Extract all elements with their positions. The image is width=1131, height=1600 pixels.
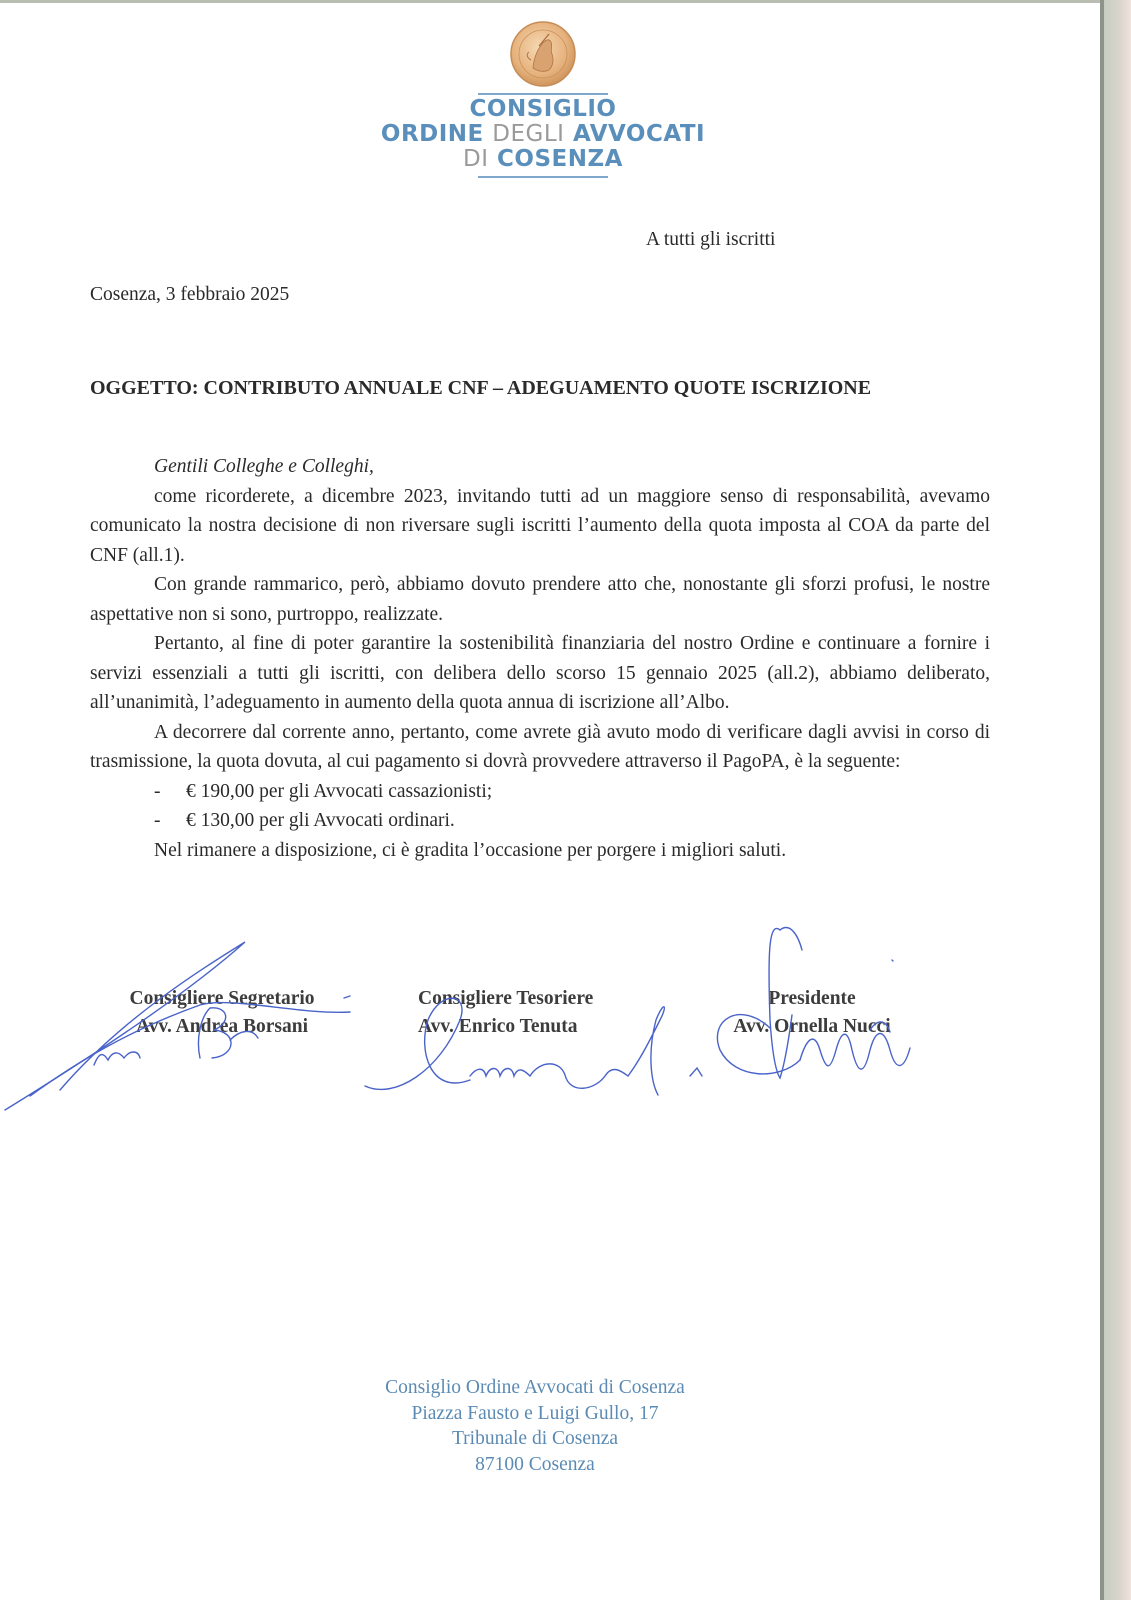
fee-text: € 130,00 per gli Avvocati ordinari. <box>186 810 455 831</box>
logo-line-3 <box>380 147 706 172</box>
list-dash: - <box>154 810 161 831</box>
logo-word-di: DI <box>463 146 489 172</box>
footer-building: Tribunale di Cosenza <box>451 1428 619 1449</box>
fee-item <box>90 777 990 807</box>
signatory-treasurer <box>410 985 632 1041</box>
letter-subject: OGGETTO: CONTRIBUTO ANNUALE CNF – ADEGUAMENTO QUOTE ISCRIZIONE <box>90 377 872 399</box>
logo-rule-bottom <box>478 176 608 178</box>
logo-line-2 <box>380 122 706 147</box>
recipient-line: A tutti gli iscritti <box>646 229 776 250</box>
footer-organization: Consiglio Ordine Avvocati di Cosenza <box>385 1377 685 1398</box>
signatory-name: Avv. Ornella Nucci <box>733 1016 891 1037</box>
logo-word-avvocati: AVVOCATI <box>572 121 706 147</box>
bar-association-seal-icon <box>509 20 577 88</box>
logo-rule-top <box>478 93 608 95</box>
signatory-name: Avv. Andrea Borsani <box>135 1016 309 1037</box>
signatory-role: Consigliere Tesoriere <box>418 988 594 1009</box>
logo-word-cosenza: COSENZA <box>497 146 623 172</box>
signatory-role: Presidente <box>768 988 856 1009</box>
logo-word-ordine: ORDINE <box>380 121 484 147</box>
letter-body <box>90 452 990 865</box>
paragraph-3: Pertanto, al fine di poter garantire la sostenibilità finanziaria del nostro Ordine e continuare a fornire i servizi essenziali a tutti gli iscritti, con delibera dello scorso 15 gennaio 2025 (all.2), abbiamo deliberato, all’unanimità, l’adeguamento in aumento della quota annua di iscrizione all’Albo. <box>90 633 990 713</box>
greeting: Gentili Colleghe e Colleghi, <box>154 456 374 477</box>
logo-line-1: CONSIGLIO <box>469 96 617 122</box>
scan-page-edge-top <box>0 0 1105 3</box>
letterhead-footer <box>300 1375 770 1477</box>
fee-text: € 190,00 per gli Avvocati cassazionisti; <box>186 780 493 802</box>
footer-postcode-city: 87100 Cosenza <box>475 1453 595 1475</box>
signatory-role: Consigliere Segretario <box>129 988 315 1009</box>
list-dash: - <box>154 780 161 802</box>
signatory-secretary <box>112 985 332 1041</box>
signatory-name: Avv. Enrico Tenuta <box>418 1016 578 1037</box>
letterhead-logo <box>380 93 706 178</box>
footer-street: Piazza Fausto e Luigi Gullo, 17 <box>411 1402 659 1424</box>
paragraph-2: Con grande rammarico, però, abbiamo dovuto prendere atto che, nonostante gli sforzi profusi, le nostre aspettative non si sono, purtroppo, realizzate. <box>90 574 990 625</box>
letter-date: Cosenza, 3 febbraio 2025 <box>90 284 290 305</box>
scan-background-strip <box>1104 0 1131 1600</box>
paragraph-4: A decorrere dal corrente anno, pertanto, come avrete già avuto modo di verificare dagli avvisi in corso di trasmissione, la quota dovuta, al cui pagamento si dovrà provvedere attraverso il PagoPA, è la seguente: <box>90 721 990 772</box>
logo-word-degli: DEGLI <box>492 121 565 147</box>
fee-item <box>90 806 990 836</box>
closing-line: Nel rimanere a disposizione, ci è gradita l’occasione per porgere i migliori saluti. <box>154 839 787 861</box>
paragraph-1: come ricorderete, a dicembre 2023, invitando tutti ad un maggiore senso di responsabilità, avevamo comunicato la nostra decisione di non riversare sugli iscritti l’aumento della quota imposta al COA da parte del CNF (all.1). <box>90 485 990 566</box>
signatory-president <box>712 985 912 1041</box>
